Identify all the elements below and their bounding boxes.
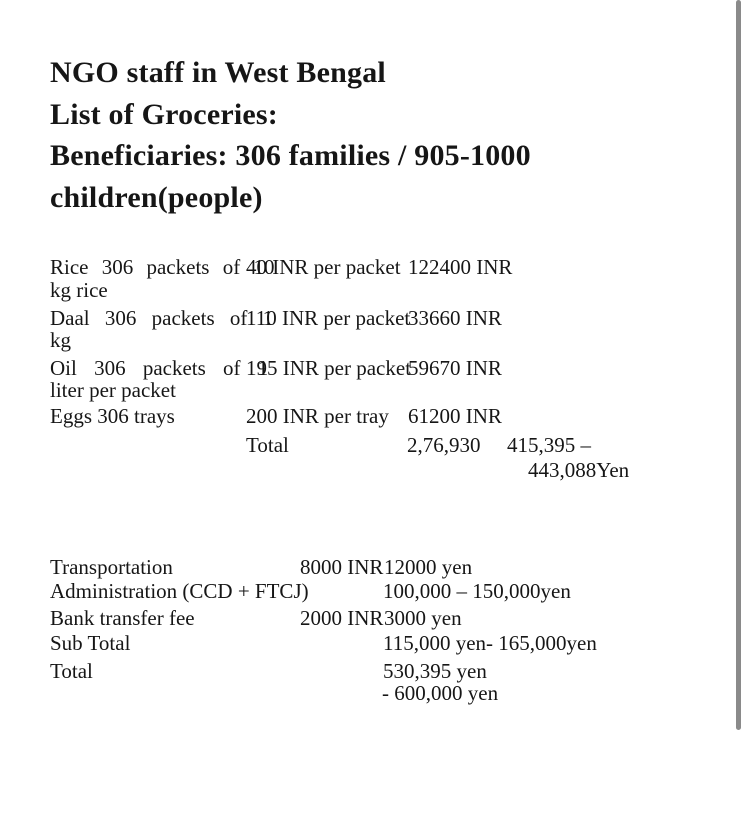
grocery-total-inr-daal: 33660 INR <box>408 306 502 330</box>
expense-inr-bank-transfer: 2000 INR <box>300 606 384 630</box>
grocery-unit-price-oil: 195 INR per packet <box>246 356 412 380</box>
expense-yen-administration: 100,000 – 150,000yen <box>383 579 571 603</box>
grocery-item-rice-wrap: kg rice <box>50 278 108 302</box>
expense-label-sub-total: Sub Total <box>50 631 131 655</box>
grocery-total-yen-line-1: 415,395 – <box>507 433 591 457</box>
grocery-item-daal: Daal 306 packets of 1 <box>50 306 274 330</box>
expense-yen-transportation: 12000 yen <box>384 555 473 579</box>
grocery-total-inr: 2,76,930 <box>407 433 481 457</box>
document-title-line-2: List of Groceries: <box>50 98 278 131</box>
expense-yen-total-line-1: 530,395 yen <box>383 659 487 683</box>
document-title-line-3: Beneficiaries: 306 families / 905-1000 <box>50 139 531 172</box>
expense-label-total: Total <box>50 659 93 683</box>
expense-label-bank-transfer: Bank transfer fee <box>50 606 195 630</box>
expense-inr-transportation: 8000 INR <box>300 555 384 579</box>
scrollbar-thumb[interactable] <box>736 0 741 730</box>
grocery-unit-price-daal: 110 INR per packet <box>246 306 411 330</box>
grocery-unit-price-eggs: 200 INR per tray <box>246 404 389 428</box>
expense-label-transportation: Transportation <box>50 555 173 579</box>
grocery-total-inr-rice: 122400 INR <box>408 255 513 279</box>
grocery-total-label: Total <box>246 433 289 457</box>
grocery-total-yen-line-2: 443,088Yen <box>528 458 630 482</box>
grocery-item-oil-wrap: liter per packet <box>50 378 176 402</box>
document-title-line-1: NGO staff in West Bengal <box>50 56 386 89</box>
grocery-item-rice: Rice 306 packets of 10 <box>50 255 275 279</box>
expense-yen-sub-total: 115,000 yen- 165,000yen <box>383 631 597 655</box>
expense-label-administration: Administration (CCD + FTCJ) <box>50 579 309 603</box>
expense-yen-bank-transfer: 3000 yen <box>384 606 462 630</box>
expense-yen-total-line-2: - 600,000 yen <box>382 681 499 705</box>
grocery-total-inr-eggs: 61200 INR <box>408 404 502 428</box>
grocery-item-daal-wrap: kg <box>50 328 71 352</box>
document-title-line-4: children(people) <box>50 181 263 214</box>
grocery-item-oil: Oil 306 packets of 1 <box>50 356 269 380</box>
grocery-item-eggs: Eggs 306 trays <box>50 404 175 428</box>
grocery-unit-price-rice: 40 INR per packet <box>246 255 401 279</box>
grocery-total-inr-oil: 59670 INR <box>408 356 502 380</box>
